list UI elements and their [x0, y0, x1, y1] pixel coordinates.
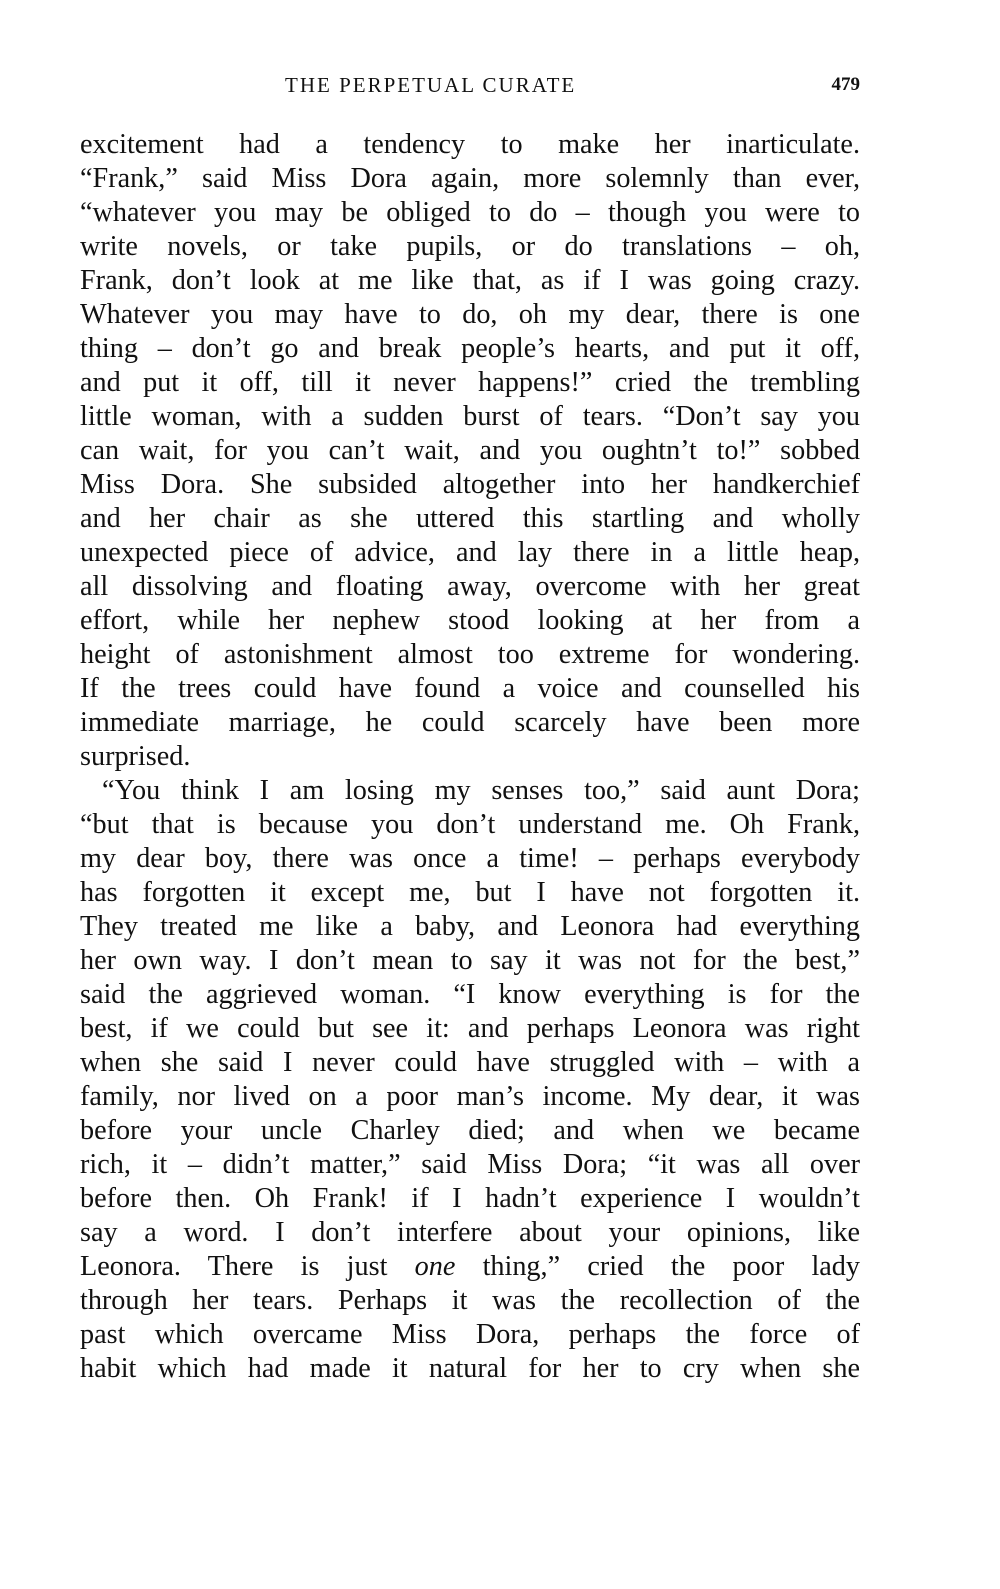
- text-line: before then. Oh Frank! if I hadn’t experience I wouldn’t: [80, 1183, 860, 1214]
- text-line: Miss Dora. She subsided altogether into her handkerchief: [80, 469, 860, 500]
- text-line: If the trees could have found a voice and counselled his: [80, 673, 860, 704]
- text-line: said the aggrieved woman. “I know everything is for the: [80, 979, 860, 1010]
- text-line: excitement had a tendency to make her inarticulate.: [80, 129, 860, 160]
- text-line: my dear boy, there was once a time! – perhaps everybody: [80, 843, 860, 874]
- text-line: and her chair as she uttered this startling and wholly: [80, 503, 860, 534]
- text-line: height of astonishment almost too extreme for wondering.: [80, 639, 860, 670]
- text-line: They treated me like a baby, and Leonora had everything: [80, 911, 860, 942]
- text-line: all dissolving and floating away, overcome with her great: [80, 571, 860, 602]
- text-line: unexpected piece of advice, and lay there in a little heap,: [80, 537, 860, 568]
- body-text: [80, 128, 860, 1386]
- paragraph-end-line: surprised.: [80, 741, 191, 772]
- text-line: family, nor lived on a poor man’s income. My dear, it was: [80, 1081, 860, 1112]
- text-line: Frank, don’t look at me like that, as if I was going crazy.: [80, 265, 860, 296]
- text-line-with-emphasis: [80, 1250, 860, 1284]
- text-segment: Leonora. There is just: [80, 1251, 415, 1282]
- text-line: past which overcame Miss Dora, perhaps the force of: [80, 1319, 860, 1350]
- text-line: immediate marriage, he could scarcely have been more: [80, 707, 860, 738]
- text-line: her own way. I don’t mean to say it was not for the best,”: [80, 945, 860, 976]
- text-line: “Frank,” said Miss Dora again, more solemnly than ever,: [80, 163, 860, 194]
- text-line: little woman, with a sudden burst of tears. “Don’t say you: [80, 401, 860, 432]
- emphasized-word: one: [414, 1251, 456, 1282]
- text-line: rich, it – didn’t matter,” said Miss Dora; “it was all over: [80, 1149, 860, 1180]
- text-line: write novels, or take pupils, or do translations – oh,: [80, 231, 860, 262]
- text-line: “but that is because you don’t understand me. Oh Frank,: [80, 809, 860, 840]
- text-line: and put it off, till it never happens!” cried the trembling: [80, 367, 860, 398]
- text-line: can wait, for you can’t wait, and you oughtn’t to!” sobbed: [80, 435, 860, 466]
- text-line: through her tears. Perhaps it was the recollection of the: [80, 1285, 860, 1316]
- running-header: [80, 70, 860, 100]
- text-line: say a word. I don’t interfere about your opinions, like: [80, 1217, 860, 1248]
- text-line: effort, while her nephew stood looking at her from a: [80, 605, 860, 636]
- text-line: thing – don’t go and break people’s hearts, and put it off,: [80, 333, 860, 364]
- text-line: “whatever you may be obliged to do – though you were to: [80, 197, 860, 228]
- paragraph-start-line: “You think I am losing my senses too,” said aunt Dora;: [102, 775, 860, 806]
- page-number: 479: [831, 74, 860, 95]
- text-line: has forgotten it except me, but I have not forgotten it.: [80, 877, 860, 908]
- text-line: Whatever you may have to do, oh my dear, there is one: [80, 299, 860, 330]
- text-line: habit which had made it natural for her to cry when she: [80, 1353, 860, 1384]
- text-line: best, if we could but see it: and perhaps Leonora was right: [80, 1013, 860, 1044]
- running-title: THE PERPETUAL CURATE: [285, 73, 577, 97]
- text-line: before your uncle Charley died; and when we became: [80, 1115, 860, 1146]
- text-segment: thing,” cried the poor lady: [455, 1251, 860, 1282]
- text-line: when she said I never could have struggled with – with a: [80, 1047, 860, 1078]
